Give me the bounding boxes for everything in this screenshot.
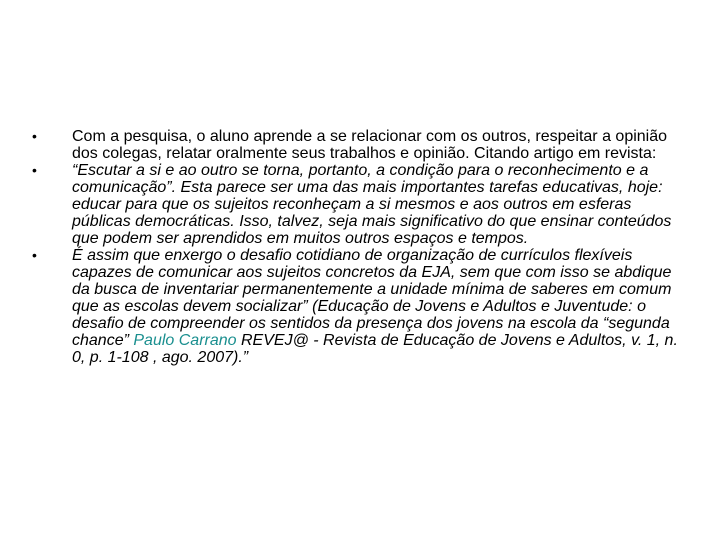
bullet-item-quote	[32, 162, 692, 247]
bullet-icon: •	[32, 247, 37, 263]
bullet-icon: •	[32, 128, 37, 144]
citation-text-start: É assim que enxergo o desafio cotidiano de organização de currículos flexíveis capazes de comunicar aos sujeitos concretos da EJA, sem que com isso se abdique da busca de inventariar permanentemente a unidade mínima de saberes em comum que as escolas devem socializar” (Educação de Jovens e Adultos e Juventude: o desafio de compreender os sentidos da presença dos jovens na escola da “segunda chance”	[72, 247, 672, 349]
citation-text-end: REVEJ@ - Revista de Educação de Jovens e Adultos, v. 1, n. 0, p. 1-108 , ago. 2007).”	[72, 332, 678, 366]
bullet-text: Com a pesquisa, o aluno aprende a se relacionar com os outros, respeitar a opinião dos colegas, relatar oralmente seus trabalhos e opinião. Citando artigo em revista:	[72, 128, 668, 162]
bullet-item	[32, 128, 692, 162]
author-link[interactable]: Paulo Carrano	[133, 332, 237, 349]
bullet-icon: •	[32, 162, 37, 178]
quote-text: “Escutar a si e ao outro se torna, portanto, a condição para o reconhecimento e a comunicação”. Esta parece ser uma das mais importantes tarefas educativas, hoje: educar para que os sujeitos reconheçam a si mesmos e aos outros em esferas públicas democráticas. Isso, talvez, seja mais significativo do que ensinar conteúdos que podem ser aprendidos em muitos outros espaços e tempos.	[72, 162, 672, 247]
bullet-item-citation	[32, 247, 692, 366]
bullet-list	[32, 128, 692, 366]
